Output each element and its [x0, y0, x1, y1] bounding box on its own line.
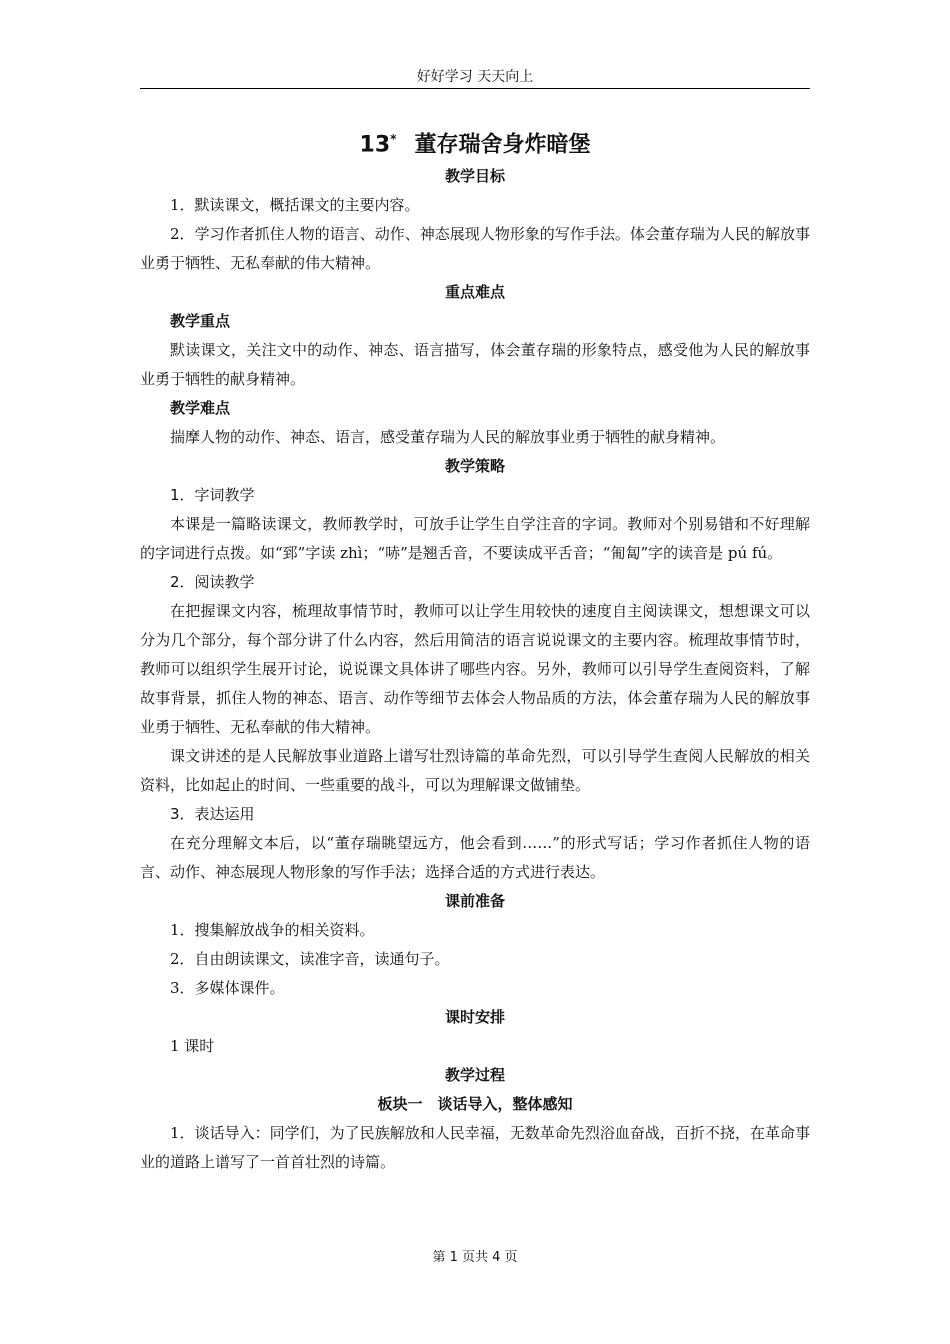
block-heading: 板块一 谈话导入，整体感知	[377, 1095, 573, 1113]
subsection-label: 1．字词教学	[170, 486, 255, 504]
paragraph: 2．学习作者抓住人物的语言、动作、神态展现人物形象的写作手法。体会董存瑞为人民的解放事业勇于牺牲、无私奉献的伟大精神。	[140, 225, 810, 272]
section-heading: 重点难点	[444, 283, 505, 301]
section-heading: 教学目标	[444, 167, 505, 185]
paragraph: 1 课时	[170, 1037, 215, 1055]
section-list	[140, 162, 810, 1177]
paragraph: 在充分理解文本后，以“董存瑞眺望远方，他会看到……”的形式写话；学习作者抓住人物的语言、动作、神态展现人物形象的写作手法；选择合适的方式进行表达。	[140, 834, 810, 881]
paragraph: 1．默读课文，概括课文的主要内容。	[170, 196, 420, 214]
section-heading: 教学过程	[444, 1066, 505, 1084]
section-heading: 课前准备	[444, 892, 505, 910]
paragraph: 3．多媒体课件。	[170, 979, 285, 997]
lesson-title	[140, 120, 810, 158]
paragraph: 1．谈话导入：同学们，为了民族解放和人民幸福，无数革命先烈浴血奋战，百折不挠，在革命事业的道路上谱写了一首首壮烈的诗篇。	[140, 1124, 810, 1171]
section-heading: 课时安排	[444, 1008, 505, 1026]
paragraph: 课文讲述的是人民解放事业道路上谱写壮烈诗篇的革命先烈，可以引导学生查阅人民解放的相关资料，比如起止的时间、一些重要的战斗，可以为理解课文做铺垫。	[140, 747, 810, 794]
paragraph: 2．自由朗读课文，读准字音，读通句子。	[170, 950, 450, 968]
section-heading: 教学策略	[444, 457, 505, 475]
subsection-label: 3．表达运用	[170, 805, 255, 823]
lesson-number: 13	[359, 132, 391, 158]
subsection-label: 2．阅读教学	[170, 573, 255, 591]
page-footer: 第 1 页共 4 页	[432, 1250, 518, 1265]
paragraph: 默读课文，关注文中的动作、神态、语言描写，体会董存瑞的形象特点，感受他为人民的解放事业勇于牺牲的献身精神。	[140, 341, 810, 388]
document-body	[140, 120, 810, 1177]
paragraph: 揣摩人物的动作、神态、语言，感受董存瑞为人民的解放事业勇于牺牲的献身精神。	[170, 428, 726, 446]
paragraph: 本课是一篇略读课文，教师教学时，可放手让学生自学注音的字词。教师对个别易错和不好理解的字词进行点拨。如“郅”字读 zhì；“哧”是翘舌音，不要读成平舌音；“匍匐”字的读音是 pú fú。	[140, 515, 810, 562]
paragraph: 1．搜集解放战争的相关资料。	[170, 921, 375, 939]
lesson-title-text: 董存瑞舍身炸暗堡	[414, 132, 591, 158]
optional-lesson-mark: *	[390, 132, 397, 146]
page-header: 好好学习 天天向上	[140, 66, 810, 89]
subsection-heading: 教学难点	[170, 399, 231, 417]
paragraph: 在把握课文内容，梳理故事情节时，教师可以让学生用较快的速度自主阅读课文，想想课文可以分为几个部分，每个部分讲了什么内容，然后用简洁的语言说说课文的主要内容。梳理故事情节时，教师可以组织学生展开讨论，说说课文具体讲了哪些内容。另外，教师可以引导学生查阅资料，了解故事背景，抓住人物的神态、语言、动作等细节去体会人物品质的方法，体会董存瑞为人民的解放事业勇于牺牲、无私奉献的伟大精神。	[140, 602, 810, 736]
subsection-heading: 教学重点	[170, 312, 231, 330]
